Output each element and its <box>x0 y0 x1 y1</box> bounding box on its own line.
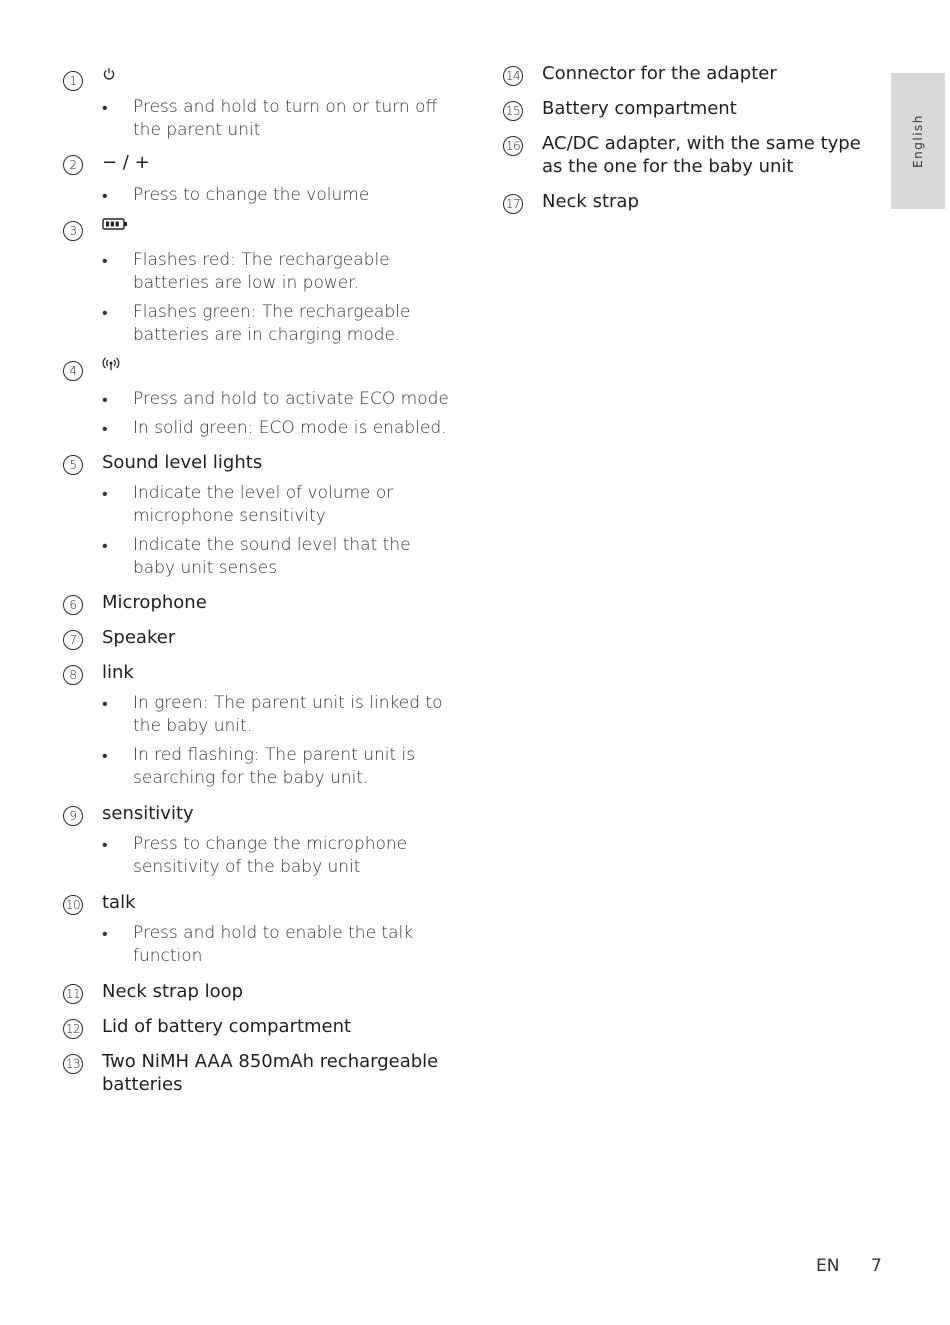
list-item <box>62 151 452 207</box>
item-label: Battery compartment <box>542 98 737 119</box>
item-label: − / + <box>102 152 150 173</box>
item-number: 3 <box>63 221 83 241</box>
eco-signal-icon <box>102 357 120 371</box>
list-item <box>502 132 872 178</box>
item-label: Sound level lights <box>102 452 263 473</box>
list-item <box>62 1015 452 1038</box>
item-number: 6 <box>63 595 83 615</box>
list-item <box>62 451 452 580</box>
item-number: 8 <box>63 665 83 685</box>
item-icon-row <box>102 217 452 240</box>
item-label: Microphone <box>102 592 207 613</box>
page-number: 7 <box>871 1256 882 1276</box>
item-number: 10 <box>63 895 83 915</box>
list-item <box>62 357 452 440</box>
item-label: link <box>102 662 134 683</box>
bullet-text: • In green: The parent unit is linked to the baby unit. <box>102 692 452 738</box>
item-number: 1 <box>63 71 83 91</box>
bullet-text: • Press and hold to turn on or turn off the parent unit <box>102 96 452 142</box>
item-number: 9 <box>63 806 83 826</box>
item-number: 17 <box>503 194 523 214</box>
bullet-text: • Press to change the volume <box>102 184 452 207</box>
item-number: 15 <box>503 101 523 121</box>
language-tab-label: English <box>911 114 925 168</box>
footer-language: EN <box>816 1256 840 1276</box>
bullet-text: • Indicate the level of volume or microphone sensitivity <box>102 482 452 528</box>
right-column <box>502 62 872 213</box>
list-item <box>502 62 872 85</box>
list-item <box>62 802 452 879</box>
left-column <box>62 62 452 1096</box>
bullet-text: • Indicate the sound level that the baby unit senses <box>102 534 452 580</box>
item-number: 16 <box>503 136 523 156</box>
item-label: AC/DC adapter, with the same type as the one for the baby unit <box>542 133 861 177</box>
item-icon-row <box>102 357 452 380</box>
battery-icon <box>102 217 128 231</box>
bullet-text: • Flashes green: The rechargeable batteries are in charging mode. <box>102 301 452 347</box>
list-item <box>502 190 872 213</box>
list-item <box>62 626 452 649</box>
item-label: Neck strap <box>542 191 639 212</box>
item-number: 5 <box>63 455 83 475</box>
item-label: talk <box>102 892 136 913</box>
bullet-text: • Press and hold to activate ECO mode <box>102 388 452 411</box>
list-item <box>62 1050 452 1096</box>
item-label: Speaker <box>102 627 176 648</box>
item-label: sensitivity <box>102 803 194 824</box>
item-number: 4 <box>63 361 83 381</box>
bullet-text: • Flashes red: The rechargeable batteries are low in power. <box>102 249 452 295</box>
list-item <box>62 661 452 790</box>
list-item <box>62 980 452 1003</box>
list-item <box>62 67 452 142</box>
language-tab <box>891 73 945 209</box>
item-number: 12 <box>63 1019 83 1039</box>
item-number: 2 <box>63 155 83 175</box>
item-number: 7 <box>63 630 83 650</box>
list-item <box>62 217 452 347</box>
item-number: 13 <box>63 1054 83 1074</box>
item-label: Two NiMH AAA 850mAh rechargeable batteries <box>102 1051 439 1095</box>
item-label: Lid of battery compartment <box>102 1016 352 1037</box>
bullet-text: • Press and hold to enable the talk function <box>102 922 452 968</box>
bullet-text: • In red flashing: The parent unit is searching for the baby unit. <box>102 744 452 790</box>
list-item <box>62 891 452 968</box>
item-icon-row <box>102 67 452 90</box>
bullet-text: • In solid green: ECO mode is enabled. <box>102 417 452 440</box>
item-number: 11 <box>63 984 83 1004</box>
item-label: Neck strap loop <box>102 981 244 1002</box>
list-item <box>62 591 452 614</box>
item-number: 14 <box>503 66 523 86</box>
list-item <box>502 97 872 120</box>
bullet-text: • Press to change the microphone sensitivity of the baby unit <box>102 833 452 879</box>
item-label: Connector for the adapter <box>542 63 777 84</box>
power-icon <box>102 67 116 81</box>
